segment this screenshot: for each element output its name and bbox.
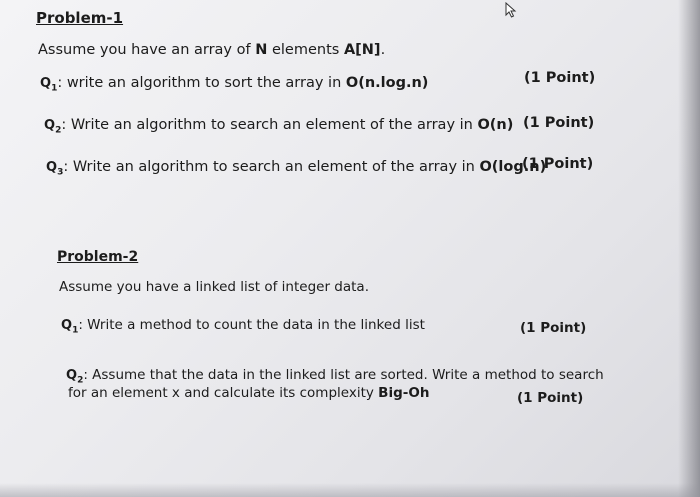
problem-1-intro [38,42,385,58]
problem-1-q1-points: (1 Point) [524,70,596,86]
intro-array: A[N] [343,42,381,58]
p2-q2-complexity: Big-Oh [378,385,430,401]
intro-prefix: Assume you have an array of [38,42,256,58]
problem-1-q2-points: (1 Point) [523,115,595,131]
problem-1-title: Problem-1 [36,9,124,27]
mouse-pointer-icon [503,2,519,18]
p2-q1-text: : Write a method to count the data in the linked list [78,317,425,333]
intro-mid: elements [267,42,344,58]
q3-text: : Write an algorithm to search an element of the array in [63,159,480,175]
q3-complexity: O(log.n) [479,159,547,175]
q2-text: : Write an algorithm to search an element of the array in [61,117,478,133]
problem-1-q3-points: (1 Point) [522,156,594,172]
problem-2-q2-line1 [66,367,604,386]
intro-suffix: . [380,42,386,58]
problem-1-q2 [44,117,513,136]
screen-edge-shadow [678,0,700,497]
p2-q1-label: $Q_1$ [61,318,79,336]
intro-n: N [255,42,268,58]
problem-2-q2-points: (1 Point) [517,390,584,406]
q3-label: $Q_3$ [46,160,64,178]
p2-q2-text-line1: : Assume that the data in the linked list are sorted. Write a method to search [83,367,604,383]
problem-2-q1 [61,317,425,336]
p2-q2-label: $Q_2$ [66,368,84,386]
q2-complexity: O(n) [477,117,514,133]
q1-complexity: O(n.log.n) [345,75,429,91]
problem-1-q3 [46,159,546,178]
problem-1-q1 [40,75,428,94]
q1-label: $Q_1$ [40,76,58,94]
q2-label: $Q_2$ [44,118,62,136]
problem-2-intro: Assume you have a linked list of integer data. [59,279,369,295]
p2-q2-text-line2: for an element x and calculate its complexity [68,385,379,401]
problem-2-q1-points: (1 Point) [520,320,587,336]
bottom-edge-shadow [0,483,700,497]
problem-2-q2-line2 [68,385,429,401]
problem-2-title: Problem-2 [57,249,139,265]
q1-text: : write an algorithm to sort the array in [57,75,346,91]
